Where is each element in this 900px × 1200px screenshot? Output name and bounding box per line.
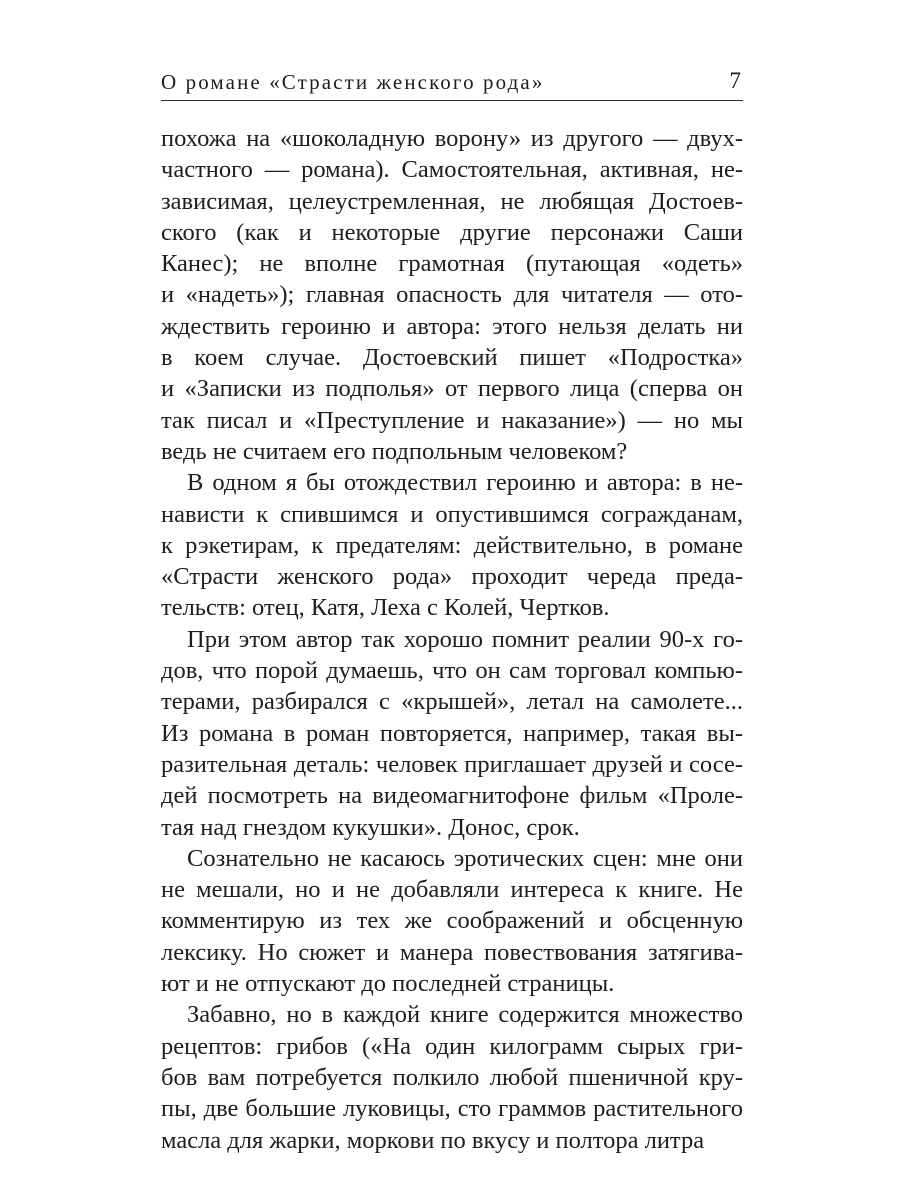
text-line: нависти к спившимся и опустившимся согражданам,: [161, 500, 743, 528]
book-page: [161, 0, 743, 1200]
text-line: тельств: отец, Катя, Леха с Колей, Чертков.: [161, 594, 610, 622]
paragraph: [161, 999, 743, 1155]
text-line: похожа на «шоколадную ворону» из другого — двух-: [161, 125, 743, 152]
text-line: и «надеть»); главная опасность для читателя — ото-: [161, 281, 743, 309]
text-line: ют и не отпускают до последней страницы.: [161, 970, 615, 998]
page-number: 7: [729, 68, 741, 93]
running-header: [161, 66, 743, 101]
text-line: «Страсти женского рода» проходит череда преда-: [161, 563, 743, 591]
text-line: и «Записки из подполья» от первого лица (сперва он: [161, 375, 743, 403]
text-line: масла для жарки, моркови по вкусу и полтора литра: [161, 1126, 705, 1154]
text-line: лексику. Но сюжет и манера повествования затягива-: [161, 938, 743, 966]
text-line: При этом автор так хорошо помнит реалии 90-х го-: [187, 625, 743, 653]
body-text: [161, 123, 743, 1156]
paragraph: [161, 467, 743, 623]
text-line: ведь не считаем его подпольным человеком?: [161, 437, 628, 465]
text-line: разительная деталь: человек приглашает друзей и сосе-: [161, 750, 743, 778]
text-line: ского (как и некоторые другие персонажи Саши: [161, 218, 743, 246]
text-line: пы, две большие луковицы, сто граммов растительного: [161, 1095, 743, 1123]
text-line: Забавно, но в каждой книге содержится множество: [187, 1001, 743, 1029]
text-line: Канес); не вполне грамотная (путающая «одеть»: [161, 250, 743, 278]
paragraph: [161, 624, 743, 843]
text-line: к рэкетирам, к предателям: действительно, в романе: [161, 531, 743, 559]
text-line: Из романа в роман повторяется, например, такая вы-: [161, 719, 743, 747]
text-line: зависимая, целеустремленная, не любящая Достоев-: [161, 187, 743, 215]
text-line: В одном я бы отождествил героиню и автора: в не-: [187, 469, 743, 497]
text-line: рецептов: грибов («На один килограмм сырых гри-: [161, 1032, 743, 1060]
text-line: дов, что порой думаешь, что он сам торговал компью-: [161, 657, 743, 685]
text-line: частного — романа). Самостоятельная, активная, не-: [161, 156, 743, 184]
text-line: Сознательно не касаюсь эротических сцен: мне они: [187, 844, 743, 872]
text-line: тая над гнездом кукушки». Донос, срок.: [161, 813, 580, 841]
text-line: так писал и «Преступление и наказание») — но мы: [161, 406, 743, 434]
text-line: не мешали, но и не добавляли интереса к книге. Не: [161, 876, 743, 904]
paragraph: [161, 123, 743, 467]
running-title: О романе «Страсти женского рода»: [161, 70, 545, 94]
text-line: ждествить героиню и автора: этого нельзя делать ни: [161, 312, 743, 340]
text-line: терами, разбирался с «крышей», летал на самолете...: [161, 688, 743, 716]
paragraph: [161, 843, 743, 999]
text-line: дей посмотреть на видеомагнитофоне фильм «Проле-: [161, 782, 743, 810]
text-line: бов вам потребуется полкило любой пшеничной кру-: [161, 1063, 743, 1091]
text-line: комментирую из тех же соображений и обсценную: [161, 907, 743, 935]
text-line: в коем случае. Достоевский пишет «Подростка»: [161, 344, 743, 372]
